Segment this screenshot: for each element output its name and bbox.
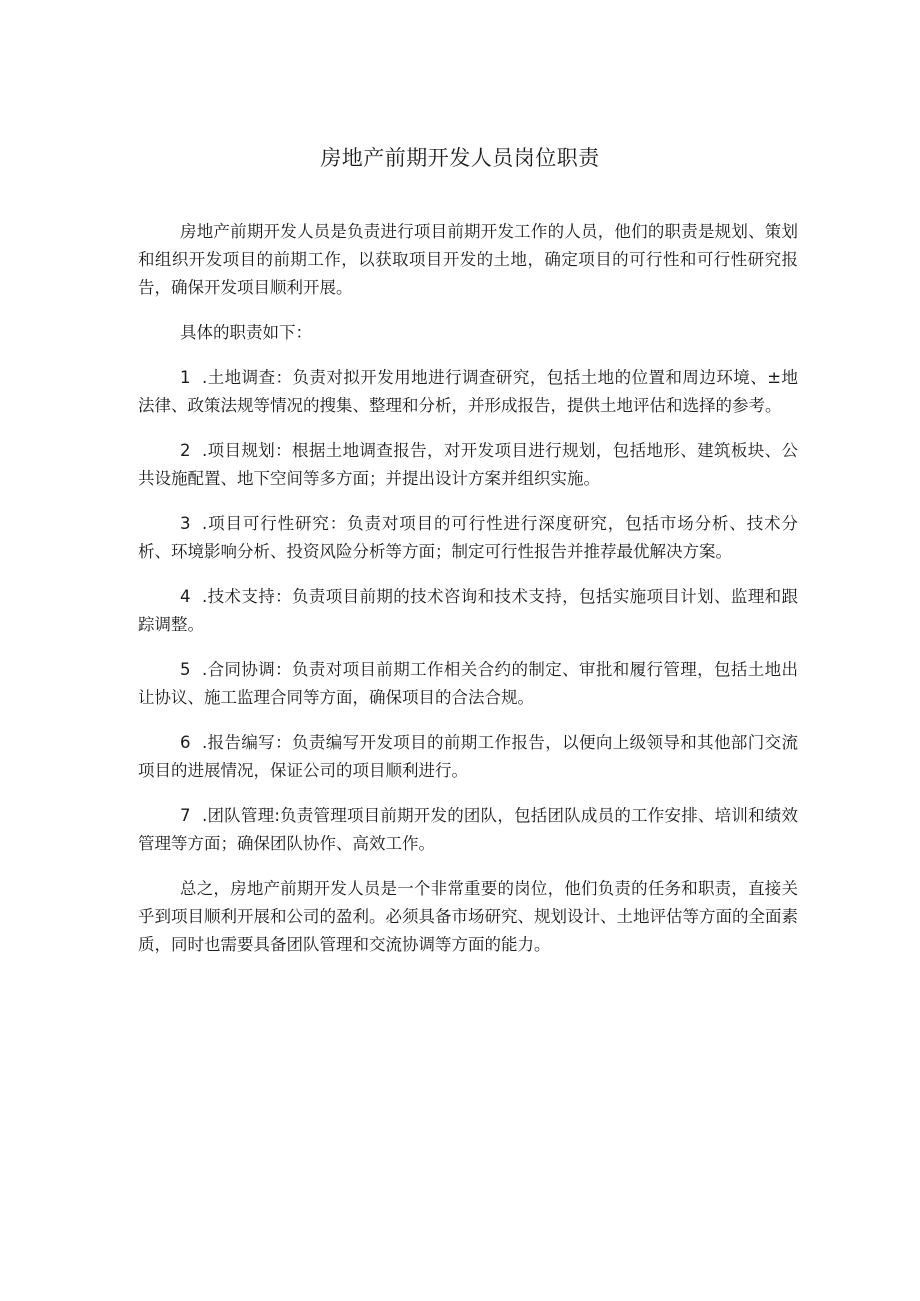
duty-text: .土地调查：负责对拟开发用地进行调查研究，包括土地的位置和周边环境、±地法律、政策法规等情况的搜集、整理和分析，并形成报告，提供土地评估和选择的参考。	[138, 368, 798, 415]
duty-item	[138, 583, 798, 639]
duty-text: .团队管理:负责管理项目前期开发的团队，包括团队成员的工作安排、培训和绩效管理等方面；确保团队协作、高效工作。	[138, 806, 798, 853]
duty-item	[138, 510, 798, 566]
intro-paragraph: 房地产前期开发人员是负责进行项目前期开发工作的人员，他们的职责是规划、策划和组织开发项目的前期工作，以获取项目开发的土地，确定项目的可行性和可行性研究报告，确保开发项目顺利开展。	[138, 222, 798, 297]
document-body	[138, 218, 798, 976]
duty-number: 6	[180, 733, 191, 752]
duty-item	[138, 729, 798, 785]
duty-text: .项目可行性研究：负责对项目的可行性进行深度研究，包括市场分析、技术分析、环境影响分析、投资风险分析等方面；制定可行性报告并推荐最优解决方案。	[138, 514, 798, 561]
duty-number: 2	[180, 441, 191, 460]
lead-paragraph: 具体的职责如下：	[180, 323, 312, 342]
duty-item	[138, 437, 798, 493]
duty-item	[138, 364, 798, 420]
duty-text: .技术支持：负责项目前期的技术咨询和技术支持，包括实施项目计划、监理和跟踪调整。	[138, 587, 798, 634]
duty-item	[138, 656, 798, 712]
duty-item	[138, 802, 798, 858]
duty-text: .项目规划：根据土地调查报告，对开发项目进行规划，包括地形、建筑板块、公共设施配置、地下空间等多方面；并提出设计方案并组织实施。	[138, 441, 798, 488]
conclusion-paragraph: 总之，房地产前期开发人员是一个非常重要的岗位，他们负责的任务和职责，直接关乎到项目顺利开展和公司的盈利。必须具备市场研究、规划设计、土地评估等方面的全面素质，同时也需要具备团队管理和交流协调等方面的能力。	[138, 879, 798, 954]
duty-number: 1	[180, 368, 191, 387]
duty-text: .报告编写：负责编写开发项目的前期工作报告，以便向上级领导和其他部门交流项目的进展情况，保证公司的项目顺利进行。	[138, 733, 798, 780]
duty-number: 3	[180, 514, 191, 533]
duty-number: 7	[180, 806, 191, 825]
duty-text: .合同协调：负责对项目前期工作相关合约的制定、审批和履行管理，包括土地出让协议、施工监理合同等方面，确保项目的合法合规。	[138, 660, 798, 707]
document-title: 房地产前期开发人员岗位职责	[320, 146, 600, 170]
duty-number: 5	[180, 660, 191, 679]
duty-number: 4	[180, 587, 191, 606]
